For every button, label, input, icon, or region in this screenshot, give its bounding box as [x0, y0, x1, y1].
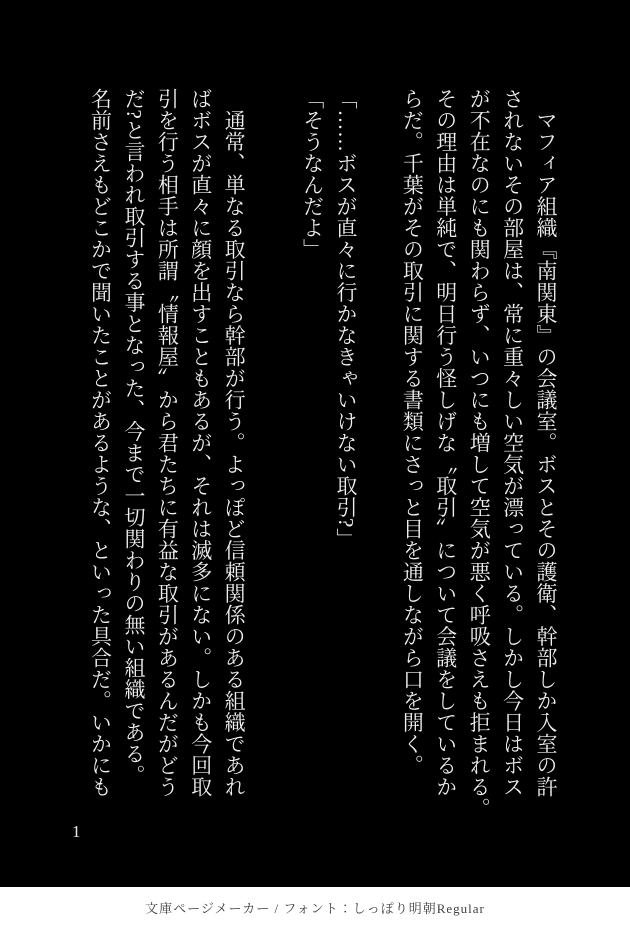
text-column: マフィア組織『南関東』の会議室。ボスとその護衛、幹部しか入室の許: [534, 88, 558, 798]
vertical-text-block: [83, 88, 562, 833]
text-column: ばボスが直々に顔を出すこともあるが、それは滅多にない。しかも今回取: [188, 88, 213, 798]
generator-credit-text: 文庫ページメーカー / フォント：しっぽり明朝Regular: [145, 901, 485, 916]
generator-credit-footer: [0, 887, 630, 928]
text-column: 通常、単なる取引なら幹部が行う。よっぽど信頼関係のある組織であれ: [222, 88, 247, 798]
text-column: その理由は単純で、明日行う怪しげな〝取引〟について会議をしているか: [433, 88, 458, 798]
blank-column: [362, 88, 395, 833]
blank-column: [250, 88, 295, 833]
text-column: されないその部屋は、常に重々しい空気が漂っている。しかし今日はボス: [500, 88, 525, 798]
text-column: 引を行う相手は所謂〝情報屋〟から君たちに有益な取引があるんだがどう: [155, 88, 180, 798]
text-column: だ?と言われ取引する事となった、今まで一切関わりの無い組織である。: [121, 88, 146, 786]
page-number: 1: [72, 822, 81, 841]
text-column-dialogue: 「……ボスが直々に行かなきゃいけない取引?」: [333, 88, 358, 550]
text-column-dialogue: 「そうなんだよ」: [300, 88, 325, 260]
text-column: が不在なのにも関わらず、いつにも増して空気が悪く呼吸さえも拒まれる。: [467, 88, 492, 819]
text-column: らだ。千葉がその取引に関する書類にさっと目を通しながら口を開く。: [400, 88, 425, 776]
text-column: 名前さえもどこかで聞いたことがあるような、といった具合だ。いかにも: [88, 88, 113, 798]
